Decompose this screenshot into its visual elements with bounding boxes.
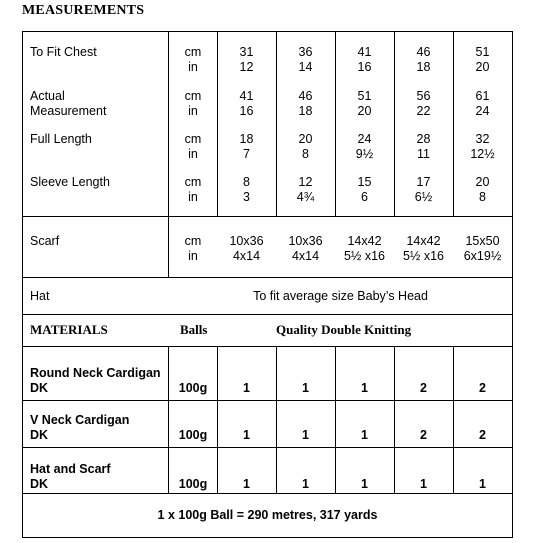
material-item-yarn-type: DK bbox=[30, 477, 49, 491]
ball-count: 2 bbox=[420, 381, 427, 395]
material-item-yarn-type: DK bbox=[30, 381, 49, 395]
measurement-label: Measurement bbox=[30, 104, 107, 118]
ball-count: 1 bbox=[302, 477, 309, 491]
material-item-weight: 100g bbox=[178, 381, 208, 395]
material-item-weight: 100g bbox=[178, 428, 208, 442]
material-item-name: Round Neck Cardigan bbox=[30, 366, 161, 380]
size-value-cm: 20 bbox=[475, 175, 490, 189]
ball-count: 1 bbox=[361, 381, 368, 395]
ball-count: 1 bbox=[302, 381, 309, 395]
size-value-in: 12 bbox=[239, 60, 254, 74]
size-value-in: 20 bbox=[475, 60, 490, 74]
size-value-cm: 46 bbox=[298, 89, 313, 103]
ball-count: 1 bbox=[479, 477, 486, 491]
rule-after-scarf bbox=[22, 277, 513, 278]
rule-size1-bottom bbox=[276, 346, 277, 494]
size-value-in: 22 bbox=[416, 104, 431, 118]
size-value-cm: 56 bbox=[416, 89, 431, 103]
material-item-yarn-type: DK bbox=[30, 428, 49, 442]
scarf-value-in: 6x19½ bbox=[463, 249, 502, 263]
size-value-in: 14 bbox=[298, 60, 313, 74]
size-value-cm: 46 bbox=[416, 45, 431, 59]
scarf-value-in: 4x14 bbox=[232, 249, 261, 263]
unit-in: in bbox=[188, 60, 198, 74]
unit-cm: cm bbox=[184, 175, 202, 189]
scarf-value-in: 5½ x16 bbox=[343, 249, 385, 263]
size-value-cm: 31 bbox=[239, 45, 254, 59]
scarf-value-cm: 15x50 bbox=[465, 234, 500, 248]
rule-size4-bottom bbox=[453, 346, 454, 494]
rule-unit-col-bottom bbox=[217, 346, 218, 494]
size-value-cm: 8 bbox=[243, 175, 250, 189]
scarf-value-cm: 10x36 bbox=[229, 234, 264, 248]
size-value-cm: 12 bbox=[298, 175, 313, 189]
scarf-label: Scarf bbox=[30, 234, 60, 248]
ball-count: 2 bbox=[420, 428, 427, 442]
ball-count: 1 bbox=[302, 428, 309, 442]
size-value-in: 8 bbox=[479, 190, 486, 204]
size-value-cm: 24 bbox=[357, 132, 372, 146]
rule-label-col-bottom bbox=[168, 346, 169, 494]
page-title: MEASUREMENTS bbox=[22, 3, 145, 18]
size-value-in: 24 bbox=[475, 104, 490, 118]
size-value-in: 11 bbox=[417, 147, 430, 161]
size-value-cm: 61 bbox=[475, 89, 490, 103]
size-value-cm: 36 bbox=[298, 45, 313, 59]
size-value-in: 9½ bbox=[355, 147, 374, 161]
ball-count: 1 bbox=[243, 477, 250, 491]
size-value-in: 12½ bbox=[470, 147, 495, 161]
rule-top bbox=[22, 31, 513, 32]
rule-after-item1 bbox=[22, 400, 513, 401]
size-value-cm: 20 bbox=[298, 132, 313, 146]
unit-cm: cm bbox=[184, 45, 202, 59]
ball-count: 2 bbox=[479, 428, 486, 442]
measurement-label: Full Length bbox=[30, 132, 92, 146]
size-value-in: 8 bbox=[302, 147, 309, 161]
size-value-in: 3 bbox=[243, 190, 250, 204]
size-value-cm: 32 bbox=[475, 132, 490, 146]
material-item-weight: 100g bbox=[178, 477, 208, 491]
size-value-in: 6½ bbox=[414, 190, 433, 204]
ball-count: 2 bbox=[479, 381, 486, 395]
material-item-name: V Neck Cardigan bbox=[30, 413, 130, 427]
rule-after-item2 bbox=[22, 447, 513, 448]
size-value-in: 20 bbox=[357, 104, 372, 118]
ball-count: 1 bbox=[243, 428, 250, 442]
size-value-in: 16 bbox=[239, 104, 254, 118]
ball-count: 1 bbox=[243, 381, 250, 395]
rule-after-hat bbox=[22, 314, 513, 315]
balls-heading: Balls bbox=[180, 322, 208, 337]
scarf-value-cm: 10x36 bbox=[288, 234, 323, 248]
ball-count: 1 bbox=[361, 477, 368, 491]
unit-in: in bbox=[188, 104, 198, 118]
size-value-in: 7 bbox=[243, 147, 250, 161]
size-value-cm: 15 bbox=[357, 175, 372, 189]
measurement-label: Sleeve Length bbox=[30, 175, 110, 189]
material-item-name: Hat and Scarf bbox=[30, 462, 111, 476]
scarf-value-in: 4x14 bbox=[291, 249, 320, 263]
rule-size3-bottom bbox=[394, 346, 395, 494]
materials-heading: MATERIALS bbox=[30, 322, 108, 337]
ball-count: 1 bbox=[420, 477, 427, 491]
unit-in: in bbox=[188, 190, 198, 204]
hat-label: Hat bbox=[30, 289, 50, 303]
size-value-in: 4¾ bbox=[296, 190, 315, 204]
measurement-label: To Fit Chest bbox=[30, 45, 97, 59]
scarf-value-in: 5½ x16 bbox=[402, 249, 444, 263]
size-value-cm: 51 bbox=[475, 45, 490, 59]
scarf-value-cm: 14x42 bbox=[347, 234, 382, 248]
size-value-cm: 18 bbox=[239, 132, 254, 146]
measurements-table bbox=[22, 0, 513, 543]
size-value-cm: 51 bbox=[357, 89, 372, 103]
unit-cm: cm bbox=[184, 89, 202, 103]
yardage-note: 1 x 100g Ball = 290 metres, 317 yards bbox=[157, 508, 378, 522]
yarn-heading: Quality Double Knitting bbox=[276, 322, 412, 337]
size-value-in: 18 bbox=[298, 104, 313, 118]
rule-right bbox=[512, 31, 513, 538]
measurement-label: Actual bbox=[30, 89, 65, 103]
rule-size2-bottom bbox=[335, 346, 336, 494]
size-value-in: 16 bbox=[357, 60, 372, 74]
size-value-in: 18 bbox=[416, 60, 431, 74]
unit-in: in bbox=[188, 147, 198, 161]
scarf-value-cm: 14x42 bbox=[406, 234, 441, 248]
ball-count: 1 bbox=[361, 428, 368, 442]
size-value-in: 6 bbox=[361, 190, 368, 204]
size-value-cm: 28 bbox=[416, 132, 431, 146]
size-value-cm: 41 bbox=[239, 89, 254, 103]
scarf-unit-cm: cm bbox=[184, 234, 202, 248]
rule-after-materials bbox=[22, 346, 513, 347]
size-value-cm: 41 bbox=[357, 45, 372, 59]
scarf-unit-in: in bbox=[188, 249, 198, 263]
unit-cm: cm bbox=[184, 132, 202, 146]
size-value-cm: 17 bbox=[416, 175, 431, 189]
hat-description: To fit average size Baby’s Head bbox=[253, 289, 428, 303]
rule-after-item3 bbox=[22, 493, 513, 494]
rule-bottom bbox=[22, 537, 513, 538]
rule-after-measurements bbox=[22, 216, 513, 217]
rule-left bbox=[22, 31, 23, 538]
